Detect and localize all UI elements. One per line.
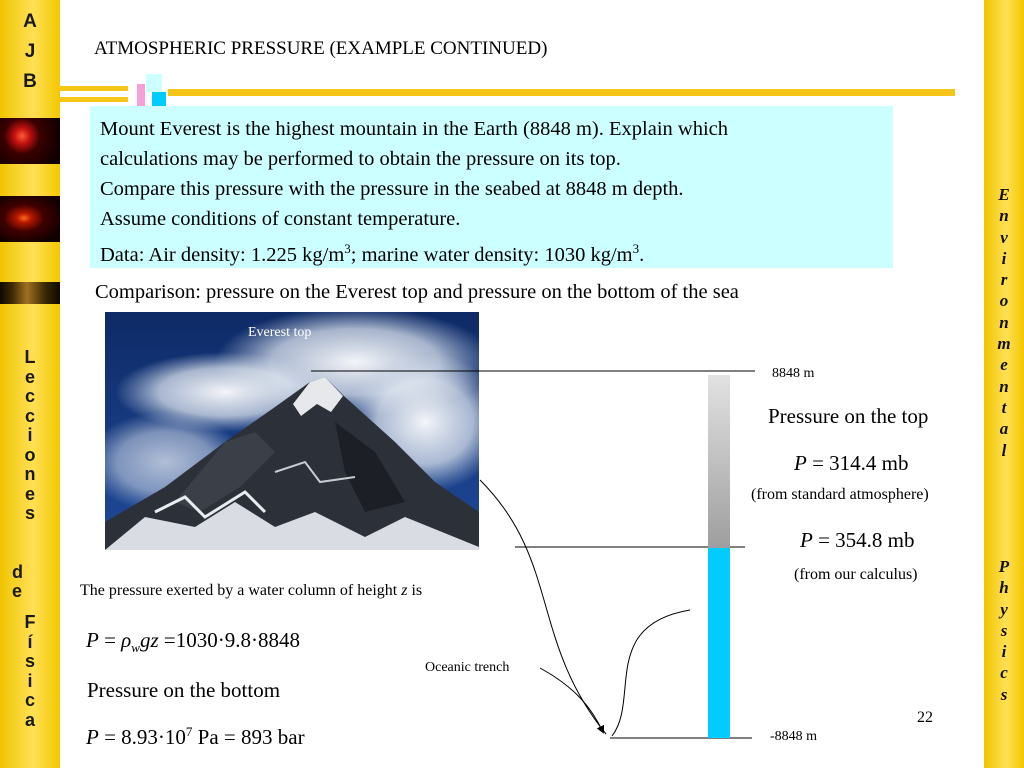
pressure-top-note-2: (from our calculus) [794, 566, 918, 583]
comparison-heading: Comparison: pressure on the Everest top and pressure on the bottom of the sea [95, 281, 739, 303]
problem-line-1: Mount Everest is the highest mountain in the Earth (8848 m). Explain which [100, 118, 728, 140]
problem-line-4: Assume conditions of constant temperature. [100, 208, 461, 230]
problem-data-line: Data: Air density: 1.225 $kg/m^3$; marine water density: 1030 $kg/m^3$. [100, 241, 645, 266]
formula-water-pressure: $P = \rho_wgz =1030\cdot 9.8\cdot 8848$ [86, 628, 300, 656]
problem-line-2: calculations may be performed to obtain the pressure on its top. [100, 148, 621, 170]
left-vertical-word1: L e c c i o n e s [24, 347, 36, 523]
right-vertical-word1: E n v i r o n m e n t a l [997, 185, 1011, 460]
logo-letter-a: A [23, 11, 37, 32]
trench-label: Oceanic trench [425, 660, 510, 675]
water-column [708, 548, 730, 738]
page-title: ATMOSPHERIC PRESSURE (EXAMPLE CONTINUED) [94, 38, 548, 59]
logo-letter-b: B [23, 71, 37, 92]
pressure-top-note-1: (from standard atmosphere) [751, 486, 929, 503]
water-column-text: The pressure exerted by a water column of height z is [80, 582, 423, 599]
logo-letter-j: J [24, 41, 36, 62]
pressure-top-heading: Pressure on the top [768, 404, 929, 428]
pressure-top-value-1: P = 314.4 mb [794, 451, 909, 475]
air-column [708, 375, 730, 548]
pressure-bottom-heading: Pressure on the bottom [87, 678, 281, 702]
left-vertical-word3: F í s i c a [24, 612, 36, 730]
left-vertical-word2: d e [12, 562, 23, 601]
level-bottom-label: -8848 m [770, 729, 818, 744]
page-number: 22 [917, 709, 933, 726]
trench-curve-left [480, 480, 606, 734]
problem-line-3: Compare this pressure with the pressure in the seabed at 8848 m depth. [100, 178, 684, 200]
right-vertical-word2: P h y s i c s [998, 557, 1010, 704]
pressure-top-value-2: P = 354.8 mb [800, 528, 915, 552]
photo-label: Everest top [248, 325, 312, 340]
trench-arrow [540, 668, 603, 732]
formula-bottom-pressure: $P = 8.93\cdot 10^7$ Pa = 893 bar [86, 724, 305, 749]
level-top-label: 8848 m [772, 366, 815, 381]
trench-curve-right [612, 610, 690, 736]
